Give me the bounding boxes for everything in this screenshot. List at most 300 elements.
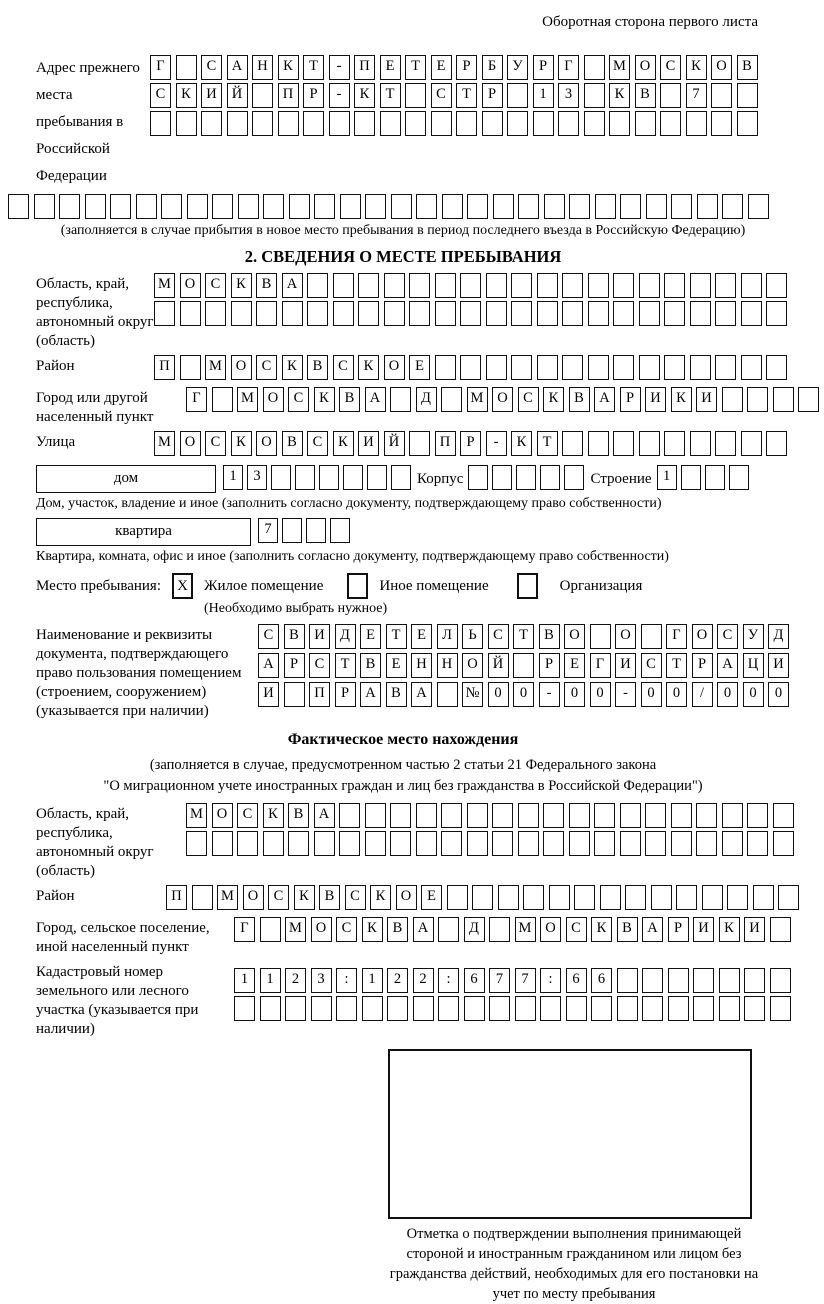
char-cell[interactable]	[645, 803, 666, 828]
char-cell[interactable]	[613, 355, 634, 380]
stay-type-checkbox-other[interactable]	[347, 573, 368, 599]
char-cell[interactable]	[642, 968, 663, 993]
char-cell[interactable]	[150, 111, 171, 136]
char-cell[interactable]: О	[635, 55, 656, 80]
char-cell[interactable]: С	[566, 917, 587, 942]
char-cell[interactable]	[486, 301, 507, 326]
char-cell[interactable]	[766, 301, 787, 326]
char-cell[interactable]	[664, 355, 685, 380]
char-cell[interactable]	[715, 273, 736, 298]
char-cell[interactable]	[639, 355, 660, 380]
char-cell[interactable]	[690, 301, 711, 326]
char-cell[interactable]: С	[201, 55, 222, 80]
char-cell[interactable]	[201, 111, 222, 136]
char-cell[interactable]: К	[231, 273, 252, 298]
char-cell[interactable]: Д	[464, 917, 485, 942]
char-cell[interactable]	[766, 355, 787, 380]
char-cell[interactable]	[365, 803, 386, 828]
char-cell[interactable]	[358, 273, 379, 298]
char-cell[interactable]	[729, 465, 749, 490]
char-cell[interactable]: 0	[641, 682, 662, 707]
char-cell[interactable]: У	[743, 624, 764, 649]
char-cell[interactable]: К	[370, 885, 391, 910]
char-cell[interactable]: 0	[743, 682, 764, 707]
char-cell[interactable]: В	[539, 624, 560, 649]
char-cell[interactable]: О	[711, 55, 732, 80]
char-cell[interactable]	[523, 885, 544, 910]
char-cell[interactable]	[617, 996, 638, 1021]
char-cell[interactable]	[595, 194, 616, 219]
char-cell[interactable]: С	[258, 624, 279, 649]
char-cell[interactable]: -	[539, 682, 560, 707]
char-cell[interactable]	[416, 831, 437, 856]
char-cell[interactable]	[564, 465, 584, 490]
char-cell[interactable]	[260, 917, 281, 942]
char-cell[interactable]	[609, 111, 630, 136]
char-cell[interactable]: К	[719, 917, 740, 942]
char-cell[interactable]: Р	[668, 917, 689, 942]
char-cell[interactable]: -	[486, 431, 507, 456]
char-cell[interactable]	[518, 831, 539, 856]
char-cell[interactable]: 7	[686, 83, 707, 108]
char-cell[interactable]	[435, 301, 456, 326]
char-cell[interactable]: К	[278, 55, 299, 80]
char-cell[interactable]: К	[609, 83, 630, 108]
char-cell[interactable]: Т	[537, 431, 558, 456]
char-cell[interactable]: -	[329, 55, 350, 80]
char-cell[interactable]	[263, 194, 284, 219]
char-cell[interactable]: :	[336, 968, 357, 993]
char-cell[interactable]: И	[258, 682, 279, 707]
char-cell[interactable]	[306, 518, 326, 543]
char-cell[interactable]: Р	[482, 83, 503, 108]
char-cell[interactable]	[591, 996, 612, 1021]
char-cell[interactable]: Р	[539, 653, 560, 678]
char-cell[interactable]	[180, 355, 201, 380]
char-cell[interactable]: Р	[335, 682, 356, 707]
char-cell[interactable]: В	[387, 917, 408, 942]
char-cell[interactable]: И	[358, 431, 379, 456]
char-cell[interactable]	[271, 465, 291, 490]
char-cell[interactable]: С	[518, 387, 539, 412]
char-cell[interactable]: М	[217, 885, 238, 910]
char-cell[interactable]	[282, 518, 302, 543]
char-cell[interactable]	[660, 83, 681, 108]
char-cell[interactable]	[227, 111, 248, 136]
char-cell[interactable]: М	[609, 55, 630, 80]
char-cell[interactable]: 1	[234, 968, 255, 993]
char-cell[interactable]	[748, 194, 769, 219]
char-cell[interactable]: О	[396, 885, 417, 910]
char-cell[interactable]: К	[282, 355, 303, 380]
char-cell[interactable]	[409, 273, 430, 298]
char-cell[interactable]	[543, 803, 564, 828]
char-cell[interactable]	[625, 885, 646, 910]
char-cell[interactable]	[737, 111, 758, 136]
char-cell[interactable]	[664, 273, 685, 298]
char-cell[interactable]: В	[635, 83, 656, 108]
char-cell[interactable]	[252, 111, 273, 136]
char-cell[interactable]	[646, 194, 667, 219]
char-cell[interactable]: П	[278, 83, 299, 108]
char-cell[interactable]: И	[696, 387, 717, 412]
char-cell[interactable]	[288, 831, 309, 856]
char-cell[interactable]: Й	[227, 83, 248, 108]
char-cell[interactable]	[333, 301, 354, 326]
char-cell[interactable]	[584, 55, 605, 80]
char-cell[interactable]	[362, 996, 383, 1021]
char-cell[interactable]	[766, 273, 787, 298]
char-cell[interactable]: М	[515, 917, 536, 942]
char-cell[interactable]	[651, 885, 672, 910]
char-cell[interactable]	[358, 301, 379, 326]
char-cell[interactable]	[537, 355, 558, 380]
char-cell[interactable]: В	[282, 431, 303, 456]
char-cell[interactable]: О	[564, 624, 585, 649]
char-cell[interactable]	[747, 387, 768, 412]
char-cell[interactable]	[507, 83, 528, 108]
char-cell[interactable]	[635, 111, 656, 136]
char-cell[interactable]	[319, 465, 339, 490]
char-cell[interactable]: 0	[768, 682, 789, 707]
char-cell[interactable]: Р	[533, 55, 554, 80]
char-cell[interactable]: О	[692, 624, 713, 649]
char-cell[interactable]: 1	[533, 83, 554, 108]
char-cell[interactable]	[384, 273, 405, 298]
char-cell[interactable]	[697, 194, 718, 219]
char-cell[interactable]	[676, 885, 697, 910]
char-cell[interactable]	[330, 518, 350, 543]
char-cell[interactable]	[413, 996, 434, 1021]
char-cell[interactable]: В	[256, 273, 277, 298]
char-cell[interactable]	[493, 194, 514, 219]
char-cell[interactable]	[329, 111, 350, 136]
char-cell[interactable]: :	[438, 968, 459, 993]
char-cell[interactable]	[380, 111, 401, 136]
char-cell[interactable]	[467, 803, 488, 828]
char-cell[interactable]	[722, 803, 743, 828]
char-cell[interactable]: С	[288, 387, 309, 412]
char-cell[interactable]	[390, 831, 411, 856]
char-cell[interactable]	[668, 968, 689, 993]
char-cell[interactable]: О	[256, 431, 277, 456]
char-cell[interactable]: В	[319, 885, 340, 910]
char-cell[interactable]	[590, 624, 611, 649]
char-cell[interactable]	[664, 431, 685, 456]
char-cell[interactable]: О	[243, 885, 264, 910]
char-cell[interactable]: Ь	[462, 624, 483, 649]
char-cell[interactable]: 6	[591, 968, 612, 993]
char-cell[interactable]	[620, 831, 641, 856]
char-cell[interactable]: Т	[380, 83, 401, 108]
char-cell[interactable]	[234, 996, 255, 1021]
char-cell[interactable]	[387, 996, 408, 1021]
char-cell[interactable]: М	[467, 387, 488, 412]
char-cell[interactable]	[314, 831, 335, 856]
char-cell[interactable]: О	[384, 355, 405, 380]
char-cell[interactable]: Т	[456, 83, 477, 108]
char-cell[interactable]	[584, 83, 605, 108]
char-cell[interactable]: Р	[460, 431, 481, 456]
char-cell[interactable]: Й	[488, 653, 509, 678]
char-cell[interactable]: С	[641, 653, 662, 678]
char-cell[interactable]: У	[507, 55, 528, 80]
char-cell[interactable]	[696, 803, 717, 828]
char-cell[interactable]: 3	[247, 465, 267, 490]
char-cell[interactable]	[8, 194, 29, 219]
char-cell[interactable]	[492, 831, 513, 856]
char-cell[interactable]	[617, 968, 638, 993]
char-cell[interactable]: С	[307, 431, 328, 456]
char-cell[interactable]: А	[360, 682, 381, 707]
char-cell[interactable]	[442, 194, 463, 219]
char-cell[interactable]: И	[744, 917, 765, 942]
char-cell[interactable]: С	[205, 431, 226, 456]
char-cell[interactable]: С	[488, 624, 509, 649]
char-cell[interactable]	[722, 194, 743, 219]
char-cell[interactable]: Н	[437, 653, 458, 678]
char-cell[interactable]	[600, 885, 621, 910]
char-cell[interactable]	[715, 431, 736, 456]
char-cell[interactable]: М	[186, 803, 207, 828]
char-cell[interactable]	[435, 355, 456, 380]
char-cell[interactable]: А	[642, 917, 663, 942]
char-cell[interactable]: А	[594, 387, 615, 412]
char-cell[interactable]	[518, 194, 539, 219]
char-cell[interactable]	[747, 831, 768, 856]
char-cell[interactable]	[533, 111, 554, 136]
char-cell[interactable]: А	[717, 653, 738, 678]
char-cell[interactable]	[543, 831, 564, 856]
char-cell[interactable]	[558, 111, 579, 136]
char-cell[interactable]: Д	[768, 624, 789, 649]
char-cell[interactable]	[311, 996, 332, 1021]
char-cell[interactable]	[741, 273, 762, 298]
char-cell[interactable]: Р	[620, 387, 641, 412]
char-cell[interactable]	[384, 301, 405, 326]
char-cell[interactable]	[711, 83, 732, 108]
char-cell[interactable]	[562, 431, 583, 456]
char-cell[interactable]	[110, 194, 131, 219]
char-cell[interactable]: К	[543, 387, 564, 412]
char-cell[interactable]: А	[314, 803, 335, 828]
char-cell[interactable]	[773, 803, 794, 828]
char-cell[interactable]: Е	[421, 885, 442, 910]
char-cell[interactable]: Й	[384, 431, 405, 456]
char-cell[interactable]: И	[693, 917, 714, 942]
char-cell[interactable]	[715, 355, 736, 380]
char-cell[interactable]	[588, 301, 609, 326]
char-cell[interactable]: 0	[590, 682, 611, 707]
char-cell[interactable]: Г	[186, 387, 207, 412]
char-cell[interactable]	[161, 194, 182, 219]
char-cell[interactable]: П	[354, 55, 375, 80]
char-cell[interactable]: /	[692, 682, 713, 707]
char-cell[interactable]	[671, 803, 692, 828]
char-cell[interactable]: Ц	[743, 653, 764, 678]
char-cell[interactable]	[770, 968, 791, 993]
char-cell[interactable]: Т	[303, 55, 324, 80]
char-cell[interactable]: Е	[409, 355, 430, 380]
char-cell[interactable]	[664, 301, 685, 326]
char-cell[interactable]	[671, 831, 692, 856]
char-cell[interactable]	[467, 194, 488, 219]
char-cell[interactable]	[741, 431, 762, 456]
char-cell[interactable]: С	[717, 624, 738, 649]
char-cell[interactable]	[639, 273, 660, 298]
char-cell[interactable]: С	[150, 83, 171, 108]
char-cell[interactable]: Г	[234, 917, 255, 942]
char-cell[interactable]: В	[307, 355, 328, 380]
char-cell[interactable]	[516, 465, 536, 490]
char-cell[interactable]	[645, 831, 666, 856]
char-cell[interactable]: О	[311, 917, 332, 942]
char-cell[interactable]	[186, 831, 207, 856]
char-cell[interactable]: К	[231, 431, 252, 456]
char-cell[interactable]: Е	[386, 653, 407, 678]
char-cell[interactable]: В	[569, 387, 590, 412]
char-cell[interactable]	[390, 387, 411, 412]
char-cell[interactable]: С	[333, 355, 354, 380]
char-cell[interactable]: В	[737, 55, 758, 80]
char-cell[interactable]	[212, 387, 233, 412]
char-cell[interactable]	[486, 355, 507, 380]
char-cell[interactable]	[263, 831, 284, 856]
char-cell[interactable]: №	[462, 682, 483, 707]
char-cell[interactable]: К	[686, 55, 707, 80]
char-cell[interactable]: К	[294, 885, 315, 910]
char-cell[interactable]	[668, 996, 689, 1021]
char-cell[interactable]: М	[237, 387, 258, 412]
char-cell[interactable]	[340, 194, 361, 219]
char-cell[interactable]: М	[154, 431, 175, 456]
char-cell[interactable]: П	[435, 431, 456, 456]
char-cell[interactable]	[59, 194, 80, 219]
char-cell[interactable]	[641, 624, 662, 649]
char-cell[interactable]	[770, 917, 791, 942]
char-cell[interactable]: О	[540, 917, 561, 942]
char-cell[interactable]	[435, 273, 456, 298]
char-cell[interactable]: Т	[513, 624, 534, 649]
char-cell[interactable]	[569, 803, 590, 828]
char-cell[interactable]	[284, 682, 305, 707]
char-cell[interactable]: А	[413, 917, 434, 942]
char-cell[interactable]: А	[411, 682, 432, 707]
char-cell[interactable]	[588, 273, 609, 298]
char-cell[interactable]: 1	[362, 968, 383, 993]
char-cell[interactable]	[566, 996, 587, 1021]
char-cell[interactable]	[339, 831, 360, 856]
char-cell[interactable]: С	[256, 355, 277, 380]
char-cell[interactable]: В	[284, 624, 305, 649]
char-cell[interactable]: 0	[564, 682, 585, 707]
char-cell[interactable]	[642, 996, 663, 1021]
char-cell[interactable]: М	[205, 355, 226, 380]
char-cell[interactable]: 3	[558, 83, 579, 108]
char-cell[interactable]	[467, 831, 488, 856]
char-cell[interactable]: А	[258, 653, 279, 678]
char-cell[interactable]: С	[660, 55, 681, 80]
char-cell[interactable]	[354, 111, 375, 136]
char-cell[interactable]	[336, 996, 357, 1021]
char-cell[interactable]: 0	[717, 682, 738, 707]
char-cell[interactable]	[753, 885, 774, 910]
char-cell[interactable]: М	[285, 917, 306, 942]
char-cell[interactable]: Е	[564, 653, 585, 678]
char-cell[interactable]	[693, 996, 714, 1021]
char-cell[interactable]: С	[205, 273, 226, 298]
char-cell[interactable]	[205, 301, 226, 326]
char-cell[interactable]	[770, 996, 791, 1021]
char-cell[interactable]: А	[365, 387, 386, 412]
char-cell[interactable]: И	[645, 387, 666, 412]
char-cell[interactable]	[365, 831, 386, 856]
char-cell[interactable]	[549, 885, 570, 910]
char-cell[interactable]	[693, 968, 714, 993]
char-cell[interactable]	[390, 803, 411, 828]
char-cell[interactable]	[613, 301, 634, 326]
char-cell[interactable]	[711, 111, 732, 136]
char-cell[interactable]: 7	[489, 968, 510, 993]
char-cell[interactable]	[569, 194, 590, 219]
char-cell[interactable]	[492, 465, 512, 490]
char-cell[interactable]: В	[360, 653, 381, 678]
char-cell[interactable]	[456, 111, 477, 136]
char-cell[interactable]: С	[268, 885, 289, 910]
char-cell[interactable]: К	[314, 387, 335, 412]
char-cell[interactable]	[278, 111, 299, 136]
char-cell[interactable]	[260, 996, 281, 1021]
char-cell[interactable]	[307, 273, 328, 298]
char-cell[interactable]	[343, 465, 363, 490]
char-cell[interactable]	[584, 111, 605, 136]
char-cell[interactable]	[778, 885, 799, 910]
char-cell[interactable]: П	[166, 885, 187, 910]
char-cell[interactable]: К	[591, 917, 612, 942]
char-cell[interactable]: П	[154, 355, 175, 380]
char-cell[interactable]: 0	[488, 682, 509, 707]
char-cell[interactable]	[85, 194, 106, 219]
char-cell[interactable]	[511, 273, 532, 298]
char-cell[interactable]	[722, 387, 743, 412]
char-cell[interactable]	[747, 803, 768, 828]
char-cell[interactable]	[464, 996, 485, 1021]
char-cell[interactable]	[498, 885, 519, 910]
char-cell[interactable]	[507, 111, 528, 136]
char-cell[interactable]: 3	[311, 968, 332, 993]
char-cell[interactable]	[34, 194, 55, 219]
char-cell[interactable]	[460, 355, 481, 380]
char-cell[interactable]	[719, 968, 740, 993]
char-cell[interactable]: Р	[692, 653, 713, 678]
char-cell[interactable]	[798, 387, 819, 412]
char-cell[interactable]: О	[462, 653, 483, 678]
char-cell[interactable]	[441, 387, 462, 412]
char-cell[interactable]: Г	[558, 55, 579, 80]
char-cell[interactable]: И	[615, 653, 636, 678]
char-cell[interactable]: 0	[666, 682, 687, 707]
char-cell[interactable]	[613, 273, 634, 298]
char-cell[interactable]	[588, 355, 609, 380]
char-cell[interactable]	[187, 194, 208, 219]
char-cell[interactable]	[690, 431, 711, 456]
char-cell[interactable]: Г	[666, 624, 687, 649]
char-cell[interactable]: К	[671, 387, 692, 412]
char-cell[interactable]	[289, 194, 310, 219]
char-cell[interactable]	[744, 968, 765, 993]
char-cell[interactable]	[441, 803, 462, 828]
char-cell[interactable]	[482, 111, 503, 136]
